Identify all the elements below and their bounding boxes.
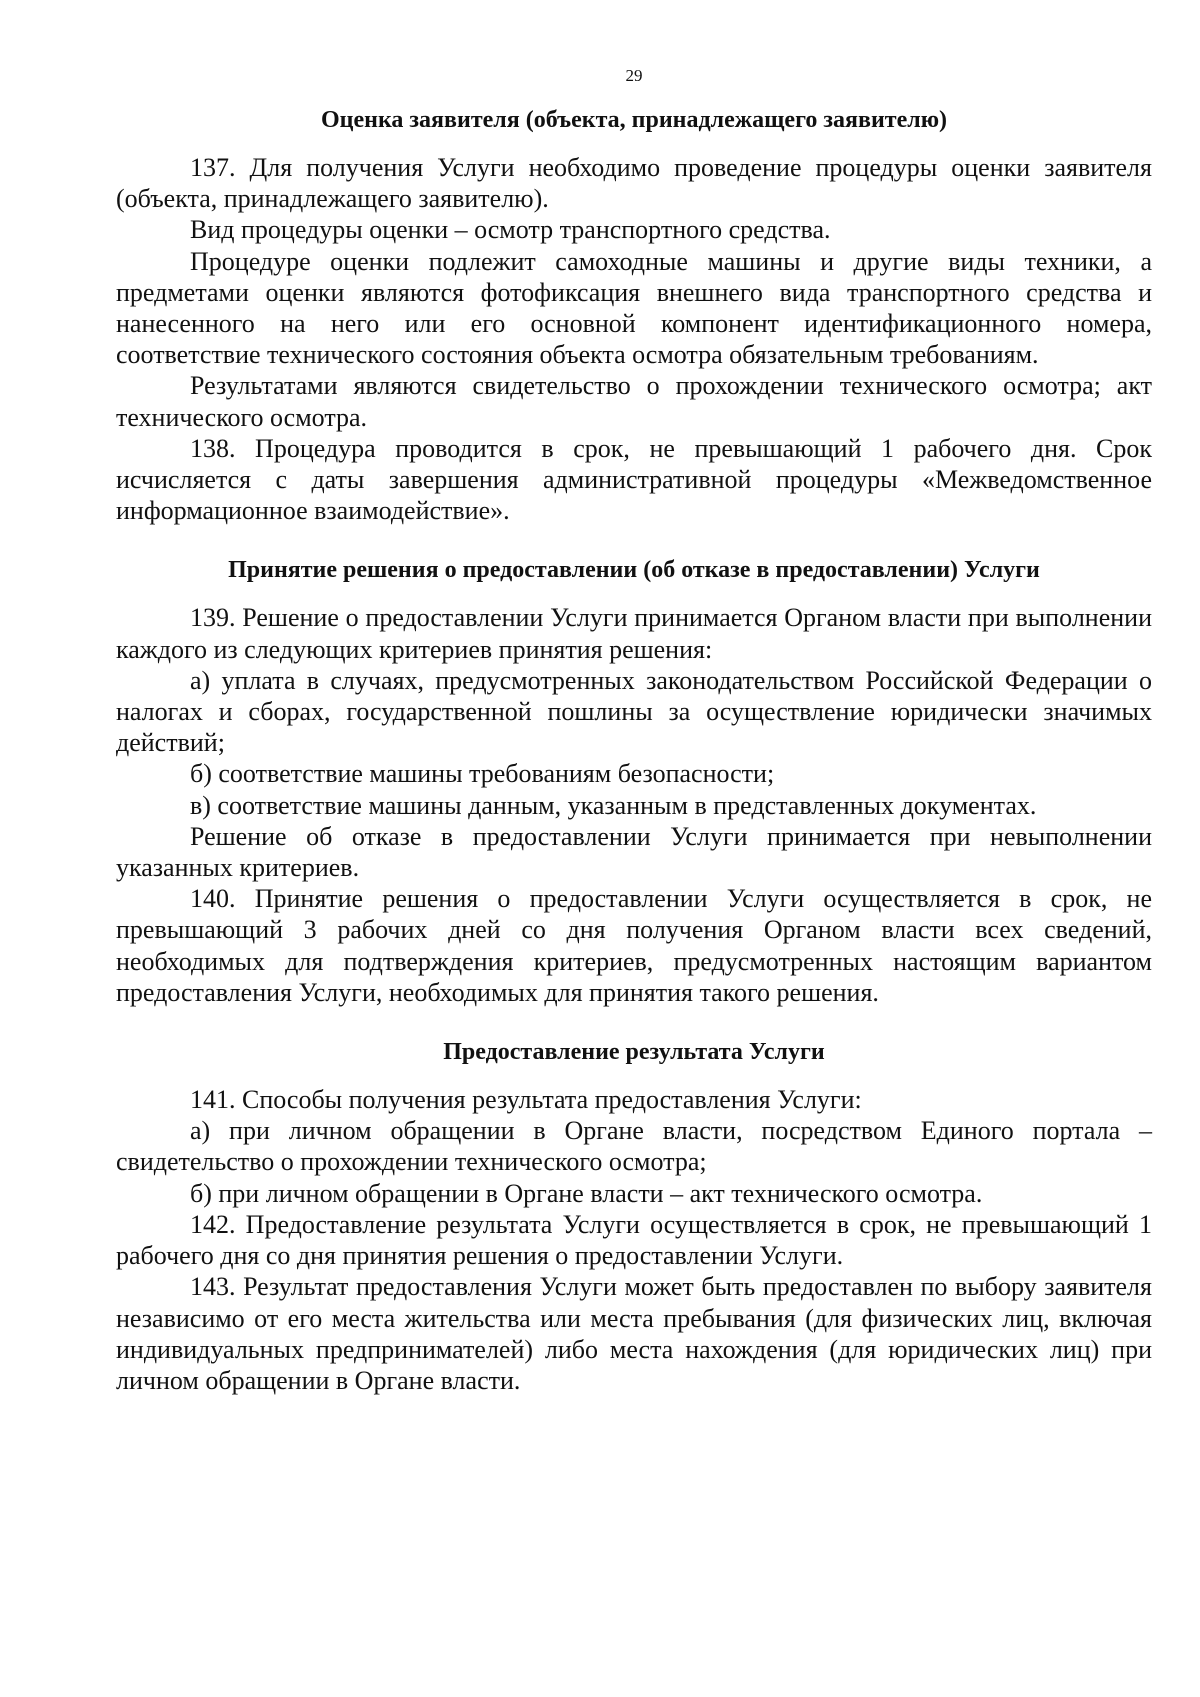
section-title-result-delivery: Предоставление результата Услуги bbox=[443, 1039, 825, 1066]
section-title-decision: Принятие решения о предоставлении (об отказе в предоставлении) Услуги bbox=[228, 557, 1040, 584]
paragraph: 138. Процедура проводится в срок, не превышающий 1 рабочего дня. Срок исчисляется с даты завершения административной процедуры «Межведомственное информационное взаимодействие». bbox=[116, 433, 1152, 526]
paragraph: Результатами являются свидетельство о прохождении технического осмотра; акт технического осмотра. bbox=[116, 371, 1152, 432]
paragraph: б) при личном обращении в Органе власти – акт технического осмотра. bbox=[190, 1178, 983, 1208]
paragraph: б) соответствие машины требованиям безопасности; bbox=[190, 759, 775, 789]
paragraph: а) уплата в случаях, предусмотренных законодательством Российской Федерации о налогах и сборах, государственной пошлины за осуществление юридически значимых действий; bbox=[116, 665, 1152, 758]
paragraph: 143. Результат предоставления Услуги может быть предоставлен по выбору заявителя независимо от его места жительства или места пребывания (для физических лиц, включая индивидуальных предпринимателей) либо места нахождения (для юридических лиц) при личном обращении в Органе власти. bbox=[116, 1272, 1152, 1395]
paragraph: 141. Способы получения результата предоставления Услуги: bbox=[190, 1085, 862, 1115]
paragraph: Решение об отказе в предоставлении Услуги принимается при невыполнении указанных критериев. bbox=[116, 821, 1152, 883]
paragraph: 139. Решение о предоставлении Услуги принимается Органом власти при выполнении каждого из следующих критериев принятия решения: bbox=[116, 603, 1152, 664]
paragraph: 137. Для получения Услуги необходимо проведение процедуры оценки заявителя (объекта, принадлежащего заявителю). bbox=[116, 153, 1152, 214]
paragraph: 142. Предоставление результата Услуги осуществляется в срок, не превышающий 1 рабочего дня со дня принятия решения о предоставлении Услуги. bbox=[116, 1209, 1152, 1271]
paragraph: Вид процедуры оценки – осмотр транспортного средства. bbox=[190, 215, 831, 245]
document-page bbox=[116, 66, 1152, 1396]
paragraph: в) соответствие машины данным, указанным в представленных документах. bbox=[190, 790, 1037, 820]
paragraph: а) при личном обращении в Органе власти, посредством Единого портала – свидетельство о прохождении технического осмотра; bbox=[116, 1116, 1152, 1177]
section-title-applicant-assessment: Оценка заявителя (объекта, принадлежащего заявителю) bbox=[320, 107, 948, 133]
paragraph: Процедуре оценки подлежит самоходные машины и другие виды техники, а предметами оценки являются фотофиксация внешнего вида транспортного средства и нанесенного на него или его основной компонент идентификационного номера, соответствие технического состояния объекта осмотра обязательным требованиям. bbox=[116, 246, 1152, 370]
page-number: 29 bbox=[625, 66, 643, 85]
paragraph: 140. Принятие решения о предоставлении Услуги осуществляется в срок, не превышающий 3 рабочих дней со дня получения Органом власти всех сведений, необходимых для подтверждения критериев, предусмотренных настоящим вариантом предоставления Услуги, необходимых для принятия такого решения. bbox=[116, 884, 1152, 1007]
